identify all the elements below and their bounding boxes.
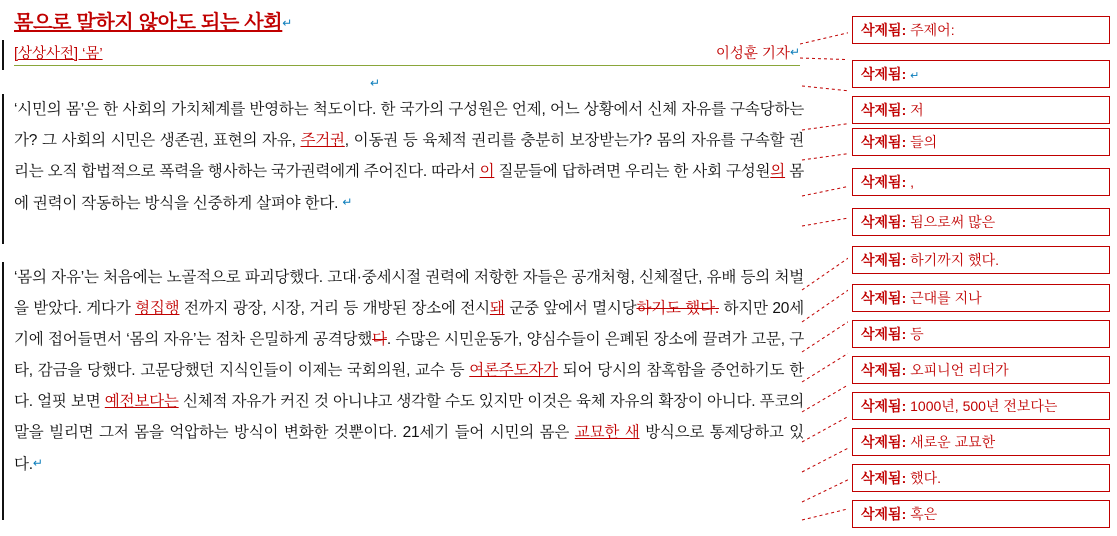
revision-balloon[interactable] — [852, 168, 1110, 196]
revision-balloon-text: , — [910, 174, 915, 190]
change-bar — [2, 40, 4, 70]
revision-balloon-label: 삭제됨: — [861, 362, 911, 378]
empty-paragraph-mark — [370, 76, 380, 92]
revision-balloon[interactable] — [852, 284, 1110, 312]
revision-balloon[interactable] — [852, 16, 1110, 44]
paragraph-1 — [14, 94, 804, 219]
inserted-text: 의 — [770, 163, 786, 180]
body-text: 방식으로 통제당하고 있다. — [14, 424, 804, 473]
pilcrow-icon: ↵ — [282, 16, 293, 30]
body-text: 몸에 권력이 작동하는 방식을 신중하게 살펴야 한다. — [14, 163, 804, 212]
deleted-text: 하기도 했다. — [636, 300, 719, 317]
body-text: 되어 당시의 참혹함을 증언하기도 한다. 얼핏 보면 — [14, 362, 804, 410]
revision-balloon-label: 삭제됨: — [861, 470, 911, 486]
revision-balloon-label: 삭제됨: — [861, 102, 911, 118]
revision-balloon[interactable] — [852, 428, 1110, 456]
pilcrow-icon: ↵ — [789, 45, 800, 59]
revision-balloon-text: 했다. — [910, 470, 942, 486]
revision-balloon-text: 1000년, 500년 전보다는 — [910, 398, 1058, 414]
revision-balloon[interactable] — [852, 96, 1110, 124]
body-text: 질문들에 답하려면 우리는 한 사회 구성원 — [494, 163, 771, 180]
revision-balloon[interactable] — [852, 60, 1110, 88]
deleted-text: 다 — [372, 331, 387, 348]
revision-balloon-label: 삭제됨: — [861, 134, 911, 150]
revision-balloon-text: 오피니언 리더가 — [910, 362, 1009, 378]
revision-balloon[interactable] — [852, 500, 1110, 528]
subtitle-text: [상상사전] ‘몸’ — [14, 46, 103, 62]
revision-balloon[interactable] — [852, 464, 1110, 492]
body-text: 하지만 20세기에 접어들면서 ‘몸의 자유’는 점차 은밀하게 공격당했 — [14, 300, 804, 348]
byline: 이성훈 기자↵ — [715, 45, 800, 62]
revision-balloon-text: 등 — [910, 326, 924, 342]
revision-balloon-text: 저 — [910, 102, 924, 118]
body-text: ‘몸의 자유’는 처음에는 노골적으로 파괴당했다. 고대·중세시절 권력에 저항한 자들은 공개처형, 신체절단, 유배 등의 처벌을 받았다. 게다가 — [14, 269, 804, 317]
inserted-text: 예전보다는 — [104, 393, 179, 410]
body-text: ‘시민의 몸’은 한 사회의 가치체계를 반영하는 척도이다. 한 국가의 구성원은 언제, 어느 상황에서 신체 자유를 구속당하는가? 그 사회의 시민은 생존권, 표현의 자유, — [14, 101, 804, 149]
revision-balloon-label: 삭제됨: — [861, 398, 911, 414]
revision-balloon[interactable] — [852, 356, 1110, 384]
revision-balloon-label: 삭제됨: — [861, 434, 911, 450]
body-text: . 수많은 시민운동가, 양심수들이 은폐된 장소에 끌려가 고문, 구타, 감금을 당했다. 고문당했던 지식인들이 이제는 국회의원, 교수 등 — [14, 331, 805, 379]
inserted-text: 돼 — [489, 300, 505, 317]
revision-balloon-label: 삭제됨: — [861, 66, 911, 82]
revision-balloon-label: 삭제됨: — [861, 326, 911, 342]
revision-balloon-label: 삭제됨: — [861, 252, 911, 268]
revision-balloon-text: 들의 — [910, 134, 938, 150]
inserted-text: 이 — [479, 163, 495, 180]
body-text: 전까지 광장, 시장, 거리 등 개방된 장소에 전시 — [179, 300, 490, 317]
revision-balloon-text: 새로운 교묘한 — [910, 434, 996, 450]
pilcrow-icon: ↵ — [32, 456, 43, 470]
revision-balloon-label: 삭제됨: — [861, 506, 911, 522]
revision-balloon-label: 삭제됨: — [861, 174, 911, 190]
document-title-wrap — [14, 6, 814, 35]
paragraph-2 — [14, 262, 804, 480]
revision-balloon[interactable] — [852, 128, 1110, 156]
revision-balloon-label: 삭제됨: — [861, 290, 911, 306]
document-subtitle-line — [14, 42, 800, 66]
revision-balloon[interactable] — [852, 246, 1110, 274]
revision-balloon[interactable] — [852, 320, 1110, 348]
change-bar — [2, 262, 4, 520]
document-title: 몸으로 말하지 않아도 되는 사회 — [14, 12, 283, 34]
body-text: 신체적 자유가 커진 것 아니냐고 생각할 수도 있지만 이것은 육체 자유의 확장이 아니다. 푸코의 말을 빌리면 그저 몸을 억압하는 방식이 변화한 것뿐이다. 21세기 들어 시민의 몸은 — [14, 393, 804, 441]
revision-balloon-pane[interactable] — [848, 0, 1117, 536]
body-text: 군중 앞에서 멸시당 — [504, 300, 637, 317]
revision-balloon-text: 하기까지 했다. — [910, 252, 1000, 268]
inserted-text: 주거권 — [300, 132, 345, 149]
revision-balloon[interactable] — [852, 208, 1110, 236]
inserted-text: 여론주도자가 — [469, 362, 558, 379]
revision-balloon-label: 삭제됨: — [861, 214, 911, 230]
inserted-text: 형집행 — [135, 300, 180, 317]
revision-balloon-text: 혹은 — [910, 506, 938, 522]
revision-balloon-text: 근대를 지나 — [910, 290, 982, 306]
inserted-text: 교묘한 새 — [574, 424, 640, 441]
revision-balloon[interactable] — [852, 392, 1110, 420]
pilcrow-icon: ↵ — [370, 76, 381, 90]
body-text: , 이동권 등 육체적 권리를 충분히 보장받는가? 몸의 자유를 구속할 권리는 오직 합법적으로 폭력을 행사하는 국가권력에게 주어진다. 따라서 — [14, 132, 804, 180]
pilcrow-icon: ↵ — [910, 70, 920, 82]
pilcrow-icon: ↵ — [342, 195, 353, 209]
revision-balloon-label: 삭제됨: — [861, 22, 911, 38]
change-bar — [2, 94, 4, 244]
revision-balloon-text: 됨으로써 많은 — [910, 214, 996, 230]
revision-balloon-text: 주제어: — [910, 22, 955, 38]
